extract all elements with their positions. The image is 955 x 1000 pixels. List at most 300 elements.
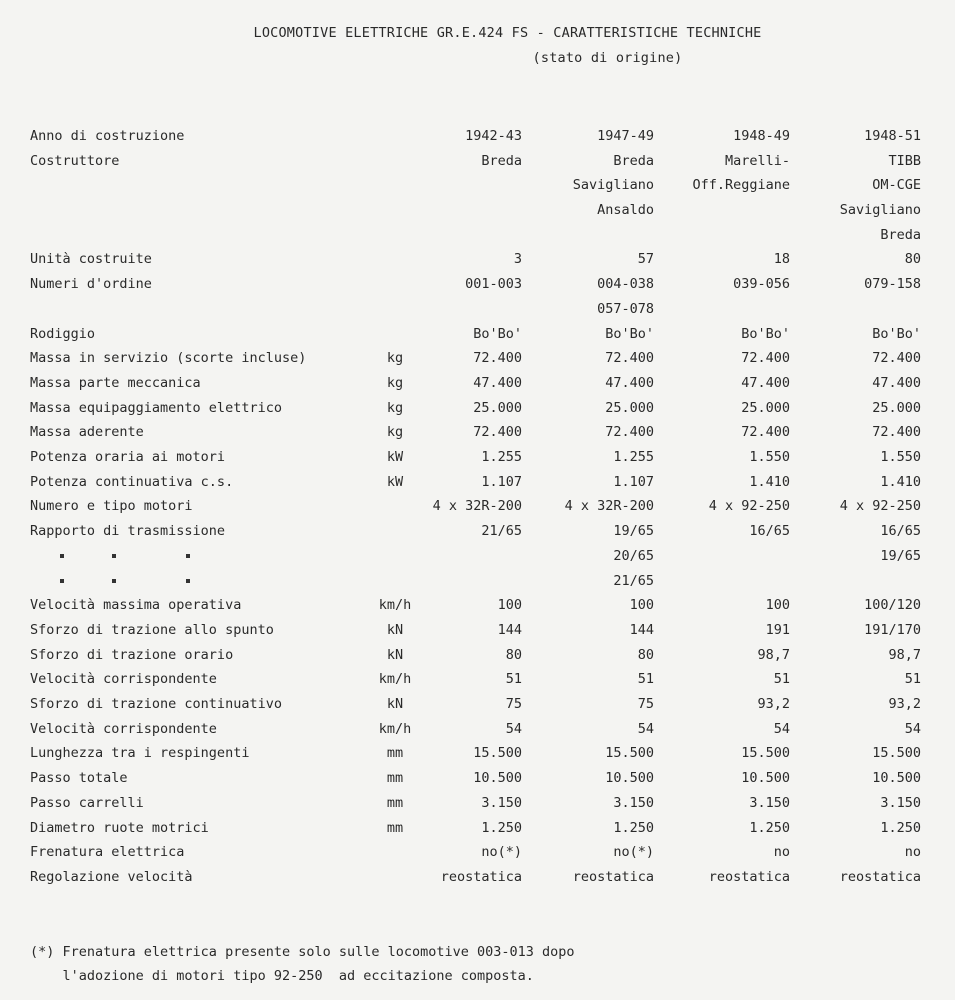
row-label: Anno di costruzione	[30, 128, 185, 144]
value-line: Breda	[481, 152, 522, 169]
value-cell	[522, 840, 654, 865]
value-line: 54	[773, 720, 790, 737]
value-cell	[522, 272, 654, 321]
row-label: Massa equipaggiamento elettrico	[30, 399, 282, 416]
table-row	[30, 149, 921, 248]
value-line: 54	[505, 720, 522, 737]
value-cell	[790, 865, 921, 890]
value-cell	[522, 519, 654, 544]
value-cell	[790, 346, 921, 371]
value-cell	[522, 766, 654, 791]
value-cell	[522, 667, 654, 692]
value-line: OM-CGE	[872, 177, 921, 194]
value-line: 3.150	[880, 794, 921, 811]
value-cell	[430, 667, 522, 692]
value-cell	[430, 865, 522, 890]
value-line: 100/120	[864, 597, 921, 614]
value-line: 47.400	[741, 374, 790, 391]
value-line: 144	[497, 621, 522, 638]
value-line: 51	[505, 671, 522, 688]
value-line: 25.000	[872, 399, 921, 416]
value-cell	[654, 346, 790, 371]
row-label: Costruttore	[30, 152, 120, 169]
value-cell	[522, 643, 654, 668]
value-line: 1947-49	[597, 128, 654, 144]
spec-table	[30, 124, 921, 890]
value-cell	[522, 593, 654, 618]
table-row	[30, 569, 921, 594]
value-cell	[430, 569, 522, 594]
value-cell	[430, 791, 522, 816]
row-unit: km/h	[378, 720, 412, 737]
table-row	[30, 420, 921, 445]
table-row	[30, 247, 921, 272]
row-unit: mm	[386, 819, 404, 836]
value-line: 16/65	[880, 523, 921, 540]
row-label: Massa parte meccanica	[30, 374, 201, 391]
value-line: reostatica	[572, 869, 654, 885]
value-line: Bo'Bo'	[872, 325, 921, 342]
value-cell	[654, 494, 790, 519]
value-cell	[654, 519, 790, 544]
row-unit	[360, 494, 430, 519]
value-cell	[654, 766, 790, 791]
value-cell	[654, 272, 790, 321]
value-line: 1.550	[880, 449, 921, 466]
value-line: 4 x 92-250	[839, 498, 921, 515]
value-cell	[790, 124, 921, 149]
value-line: 1.250	[613, 819, 654, 836]
row-label: Lunghezza tra i respingenti	[30, 745, 250, 762]
value-line: 15.500	[741, 745, 790, 762]
table-row	[30, 692, 921, 717]
row-unit	[360, 322, 430, 347]
value-line: Bo'Bo'	[741, 325, 790, 342]
value-cell	[790, 149, 921, 248]
table-row	[30, 643, 921, 668]
value-line: Savigliano	[572, 177, 654, 194]
value-cell	[430, 124, 522, 149]
value-line: 21/65	[613, 572, 654, 589]
value-line: TIBB	[888, 152, 921, 169]
table-row	[30, 791, 921, 816]
value-cell	[790, 816, 921, 841]
row-label: Sforzo di trazione orario	[30, 646, 234, 663]
value-line: Breda	[880, 226, 921, 243]
value-line: Bo'Bo'	[605, 325, 654, 342]
value-line: 1942-43	[465, 128, 522, 144]
row-unit	[360, 840, 430, 865]
row-unit	[360, 519, 430, 544]
value-line: 10.500	[741, 770, 790, 787]
value-line: 20/65	[613, 547, 654, 564]
value-cell	[790, 667, 921, 692]
value-cell	[522, 247, 654, 272]
value-line: 15.500	[473, 745, 522, 762]
value-line: no(*)	[481, 844, 522, 861]
value-line: 1948-51	[864, 128, 921, 144]
value-line: 3	[513, 251, 522, 268]
value-cell	[654, 149, 790, 248]
row-unit	[360, 544, 430, 569]
value-cell	[522, 149, 654, 248]
value-line: 47.400	[605, 374, 654, 391]
row-unit	[360, 569, 430, 594]
row-label: Velocità corrispondente	[30, 671, 217, 688]
value-cell	[522, 618, 654, 643]
value-line	[654, 569, 790, 594]
row-unit: kg	[386, 424, 404, 441]
value-line: 51	[904, 671, 921, 688]
value-cell	[430, 470, 522, 495]
value-line	[790, 569, 921, 594]
row-unit: kg	[386, 374, 404, 391]
row-unit: kW	[386, 473, 404, 490]
value-cell	[522, 569, 654, 594]
row-unit	[360, 149, 430, 248]
value-cell	[430, 544, 522, 569]
row-label: Potenza continuativa c.s.	[30, 473, 234, 490]
value-cell	[654, 593, 790, 618]
value-cell	[654, 371, 790, 396]
value-cell	[654, 124, 790, 149]
table-row	[30, 840, 921, 865]
row-label: Massa aderente	[30, 424, 144, 441]
value-line: 144	[629, 621, 654, 638]
row-label: Velocità corrispondente	[30, 720, 217, 737]
value-cell	[654, 322, 790, 347]
value-cell	[430, 692, 522, 717]
value-cell	[430, 717, 522, 742]
table-row	[30, 865, 921, 890]
table-row	[30, 470, 921, 495]
value-cell	[654, 643, 790, 668]
row-unit: kN	[386, 696, 404, 713]
table-row	[30, 396, 921, 421]
value-line: 1.107	[613, 473, 654, 490]
value-line: reostatica	[839, 869, 921, 885]
value-cell	[790, 396, 921, 421]
value-cell	[522, 816, 654, 841]
value-cell	[790, 544, 921, 569]
value-line: 72.400	[473, 424, 522, 441]
value-line: Marelli-	[724, 152, 790, 169]
value-line: 079-158	[864, 276, 921, 293]
value-line: 15.500	[872, 745, 921, 762]
value-cell	[522, 717, 654, 742]
value-cell	[430, 396, 522, 421]
value-line: 51	[773, 671, 790, 688]
value-line: 100	[765, 597, 790, 614]
value-cell	[522, 692, 654, 717]
value-line: 191	[765, 621, 790, 638]
value-line: 51	[637, 671, 654, 688]
row-unit: kg	[386, 350, 404, 367]
value-cell	[654, 791, 790, 816]
value-cell	[522, 544, 654, 569]
value-cell	[430, 494, 522, 519]
value-line: 72.400	[605, 424, 654, 441]
row-label: Sforzo di trazione continuativo	[30, 696, 282, 713]
value-line: 039-056	[733, 276, 790, 293]
value-line: 72.400	[741, 350, 790, 367]
table-row	[30, 766, 921, 791]
value-cell	[790, 840, 921, 865]
value-cell	[654, 840, 790, 865]
table-row	[30, 124, 921, 149]
value-cell	[522, 396, 654, 421]
value-cell	[430, 741, 522, 766]
value-cell	[790, 692, 921, 717]
row-unit: km/h	[378, 597, 412, 614]
value-cell	[522, 322, 654, 347]
value-line: 10.500	[872, 770, 921, 787]
row-unit	[360, 865, 430, 890]
value-cell	[522, 741, 654, 766]
value-line: 100	[629, 597, 654, 614]
value-line: 72.400	[605, 350, 654, 367]
value-line: 004-038	[597, 276, 654, 293]
value-cell	[654, 865, 790, 890]
row-label: Regolazione velocità	[30, 869, 193, 885]
value-line: 1.250	[749, 819, 790, 836]
value-cell	[654, 667, 790, 692]
value-line: 80	[637, 646, 654, 663]
value-cell	[654, 396, 790, 421]
value-cell	[522, 445, 654, 470]
value-cell	[522, 791, 654, 816]
table-row	[30, 272, 921, 321]
value-cell	[522, 865, 654, 890]
value-line: Off.Reggiane	[692, 177, 790, 194]
row-unit	[360, 247, 430, 272]
value-line: 18	[773, 251, 790, 268]
row-unit: kN	[386, 621, 404, 638]
value-cell	[654, 569, 790, 594]
value-line: 25.000	[605, 399, 654, 416]
value-line: 1.255	[613, 449, 654, 466]
value-line: 100	[497, 597, 522, 614]
row-label: Passo carrelli	[30, 794, 144, 811]
row-label: Numero e tipo motori	[30, 498, 193, 515]
value-line: 1.250	[481, 819, 522, 836]
value-cell	[654, 247, 790, 272]
value-cell	[654, 618, 790, 643]
row-unit: kg	[386, 399, 404, 416]
row-label: Rodiggio	[30, 325, 96, 342]
value-cell	[430, 618, 522, 643]
value-line: 80	[904, 251, 921, 268]
table-row	[30, 816, 921, 841]
value-cell	[430, 593, 522, 618]
value-cell	[790, 420, 921, 445]
row-label: Passo totale	[30, 770, 128, 787]
row-label: Frenatura elettrica	[30, 844, 185, 861]
row-unit: mm	[386, 745, 404, 762]
value-cell	[790, 741, 921, 766]
value-cell	[654, 816, 790, 841]
value-cell	[522, 346, 654, 371]
value-cell	[790, 618, 921, 643]
value-line	[654, 544, 790, 569]
ditto-marks	[30, 544, 360, 569]
row-label: Potenza oraria ai motori	[30, 449, 226, 466]
value-cell	[430, 766, 522, 791]
value-cell	[430, 519, 522, 544]
value-line: reostatica	[708, 869, 790, 885]
table-row	[30, 322, 921, 347]
ditto-marks	[30, 569, 360, 594]
value-line: reostatica	[440, 869, 522, 885]
value-line: 72.400	[741, 424, 790, 441]
value-line: Bo'Bo'	[473, 325, 522, 342]
value-cell	[790, 272, 921, 321]
value-line: 47.400	[473, 374, 522, 391]
value-line	[430, 569, 522, 594]
value-cell	[790, 322, 921, 347]
value-cell	[654, 692, 790, 717]
value-line: 72.400	[473, 350, 522, 367]
value-line: 98,7	[757, 646, 790, 663]
value-cell	[790, 247, 921, 272]
table-row	[30, 445, 921, 470]
table-row	[30, 667, 921, 692]
value-line: 10.500	[473, 770, 522, 787]
value-line: 4 x 32R-200	[564, 498, 654, 515]
value-cell	[654, 741, 790, 766]
value-cell	[430, 346, 522, 371]
value-line: 4 x 92-250	[708, 498, 790, 515]
table-row	[30, 346, 921, 371]
document-title: LOCOMOTIVE ELETTRICHE GR.E.424 FS - CARATTERISTICHE TECHNICHE	[253, 25, 762, 41]
table-row	[30, 593, 921, 618]
row-label: Massa in servizio (scorte incluse)	[30, 350, 307, 367]
table-row	[30, 741, 921, 766]
value-line: 1.250	[880, 819, 921, 836]
value-line	[430, 544, 522, 569]
value-line: 98,7	[888, 646, 921, 663]
value-line: 3.150	[749, 794, 790, 811]
value-cell	[522, 420, 654, 445]
value-line: 25.000	[473, 399, 522, 416]
value-cell	[430, 247, 522, 272]
value-line: 1.255	[481, 449, 522, 466]
value-cell	[430, 643, 522, 668]
value-line: Breda	[613, 152, 654, 169]
row-unit: km/h	[378, 671, 412, 688]
footnote-line: l'adozione di motori tipo 92-250 ad eccitazione composta.	[30, 968, 534, 984]
value-line: 72.400	[872, 424, 921, 441]
value-cell	[430, 322, 522, 347]
value-line: 47.400	[872, 374, 921, 391]
row-label: Sforzo di trazione allo spunto	[30, 621, 274, 638]
value-cell	[790, 593, 921, 618]
value-cell	[790, 445, 921, 470]
value-line: 1948-49	[733, 128, 790, 144]
value-cell	[654, 445, 790, 470]
value-line: 75	[505, 696, 522, 713]
value-cell	[790, 791, 921, 816]
value-line: 80	[505, 646, 522, 663]
value-cell	[430, 840, 522, 865]
value-line: Savigliano	[839, 202, 921, 219]
value-line: 21/65	[481, 523, 522, 540]
value-line: Ansaldo	[597, 202, 654, 219]
value-cell	[790, 470, 921, 495]
value-line: 1.410	[880, 473, 921, 490]
value-line: 93,2	[888, 696, 921, 713]
value-cell	[430, 445, 522, 470]
value-cell	[790, 766, 921, 791]
table-row	[30, 717, 921, 742]
value-line: 54	[637, 720, 654, 737]
value-cell	[430, 371, 522, 396]
row-label: Velocità massima operativa	[30, 597, 242, 614]
value-line: no	[773, 844, 790, 861]
document-subtitle: (stato di origine)	[532, 50, 683, 66]
value-cell	[790, 494, 921, 519]
value-cell	[654, 420, 790, 445]
value-cell	[790, 569, 921, 594]
value-line: 75	[637, 696, 654, 713]
value-line: 057-078	[597, 300, 654, 317]
footnote	[30, 940, 575, 988]
value-line: 10.500	[605, 770, 654, 787]
row-label: Diametro ruote motrici	[30, 819, 209, 836]
value-line: 001-003	[465, 276, 522, 293]
table-row	[30, 371, 921, 396]
row-label: Unità costruite	[30, 251, 152, 268]
value-cell	[522, 124, 654, 149]
table-row	[30, 618, 921, 643]
value-line: 1.107	[481, 473, 522, 490]
row-label: Numeri d'ordine	[30, 276, 152, 293]
value-cell	[430, 149, 522, 248]
value-cell	[790, 371, 921, 396]
row-unit	[360, 124, 430, 149]
value-cell	[790, 643, 921, 668]
table-row	[30, 494, 921, 519]
row-unit: kW	[386, 449, 404, 466]
value-line: no	[904, 844, 921, 861]
row-unit: mm	[386, 794, 404, 811]
value-line: 3.150	[481, 794, 522, 811]
table-row	[30, 519, 921, 544]
value-cell	[430, 272, 522, 321]
row-unit	[360, 272, 430, 321]
table-row	[30, 544, 921, 569]
value-cell	[522, 371, 654, 396]
value-line: 19/65	[613, 523, 654, 540]
value-line: 19/65	[880, 547, 921, 564]
value-cell	[790, 717, 921, 742]
row-label: Rapporto di trasmissione	[30, 523, 226, 540]
value-cell	[430, 420, 522, 445]
value-line: no(*)	[613, 844, 654, 861]
value-cell	[654, 717, 790, 742]
footnote-line: (*) Frenatura elettrica presente solo sulle locomotive 003-013 dopo	[30, 944, 575, 960]
row-unit: kN	[386, 646, 404, 663]
value-cell	[654, 470, 790, 495]
value-cell	[654, 544, 790, 569]
value-line: 1.410	[749, 473, 790, 490]
value-line: 3.150	[613, 794, 654, 811]
value-line: 15.500	[605, 745, 654, 762]
value-line: 1.550	[749, 449, 790, 466]
value-cell	[522, 494, 654, 519]
value-line: 57	[637, 251, 654, 268]
value-line: 72.400	[872, 350, 921, 367]
